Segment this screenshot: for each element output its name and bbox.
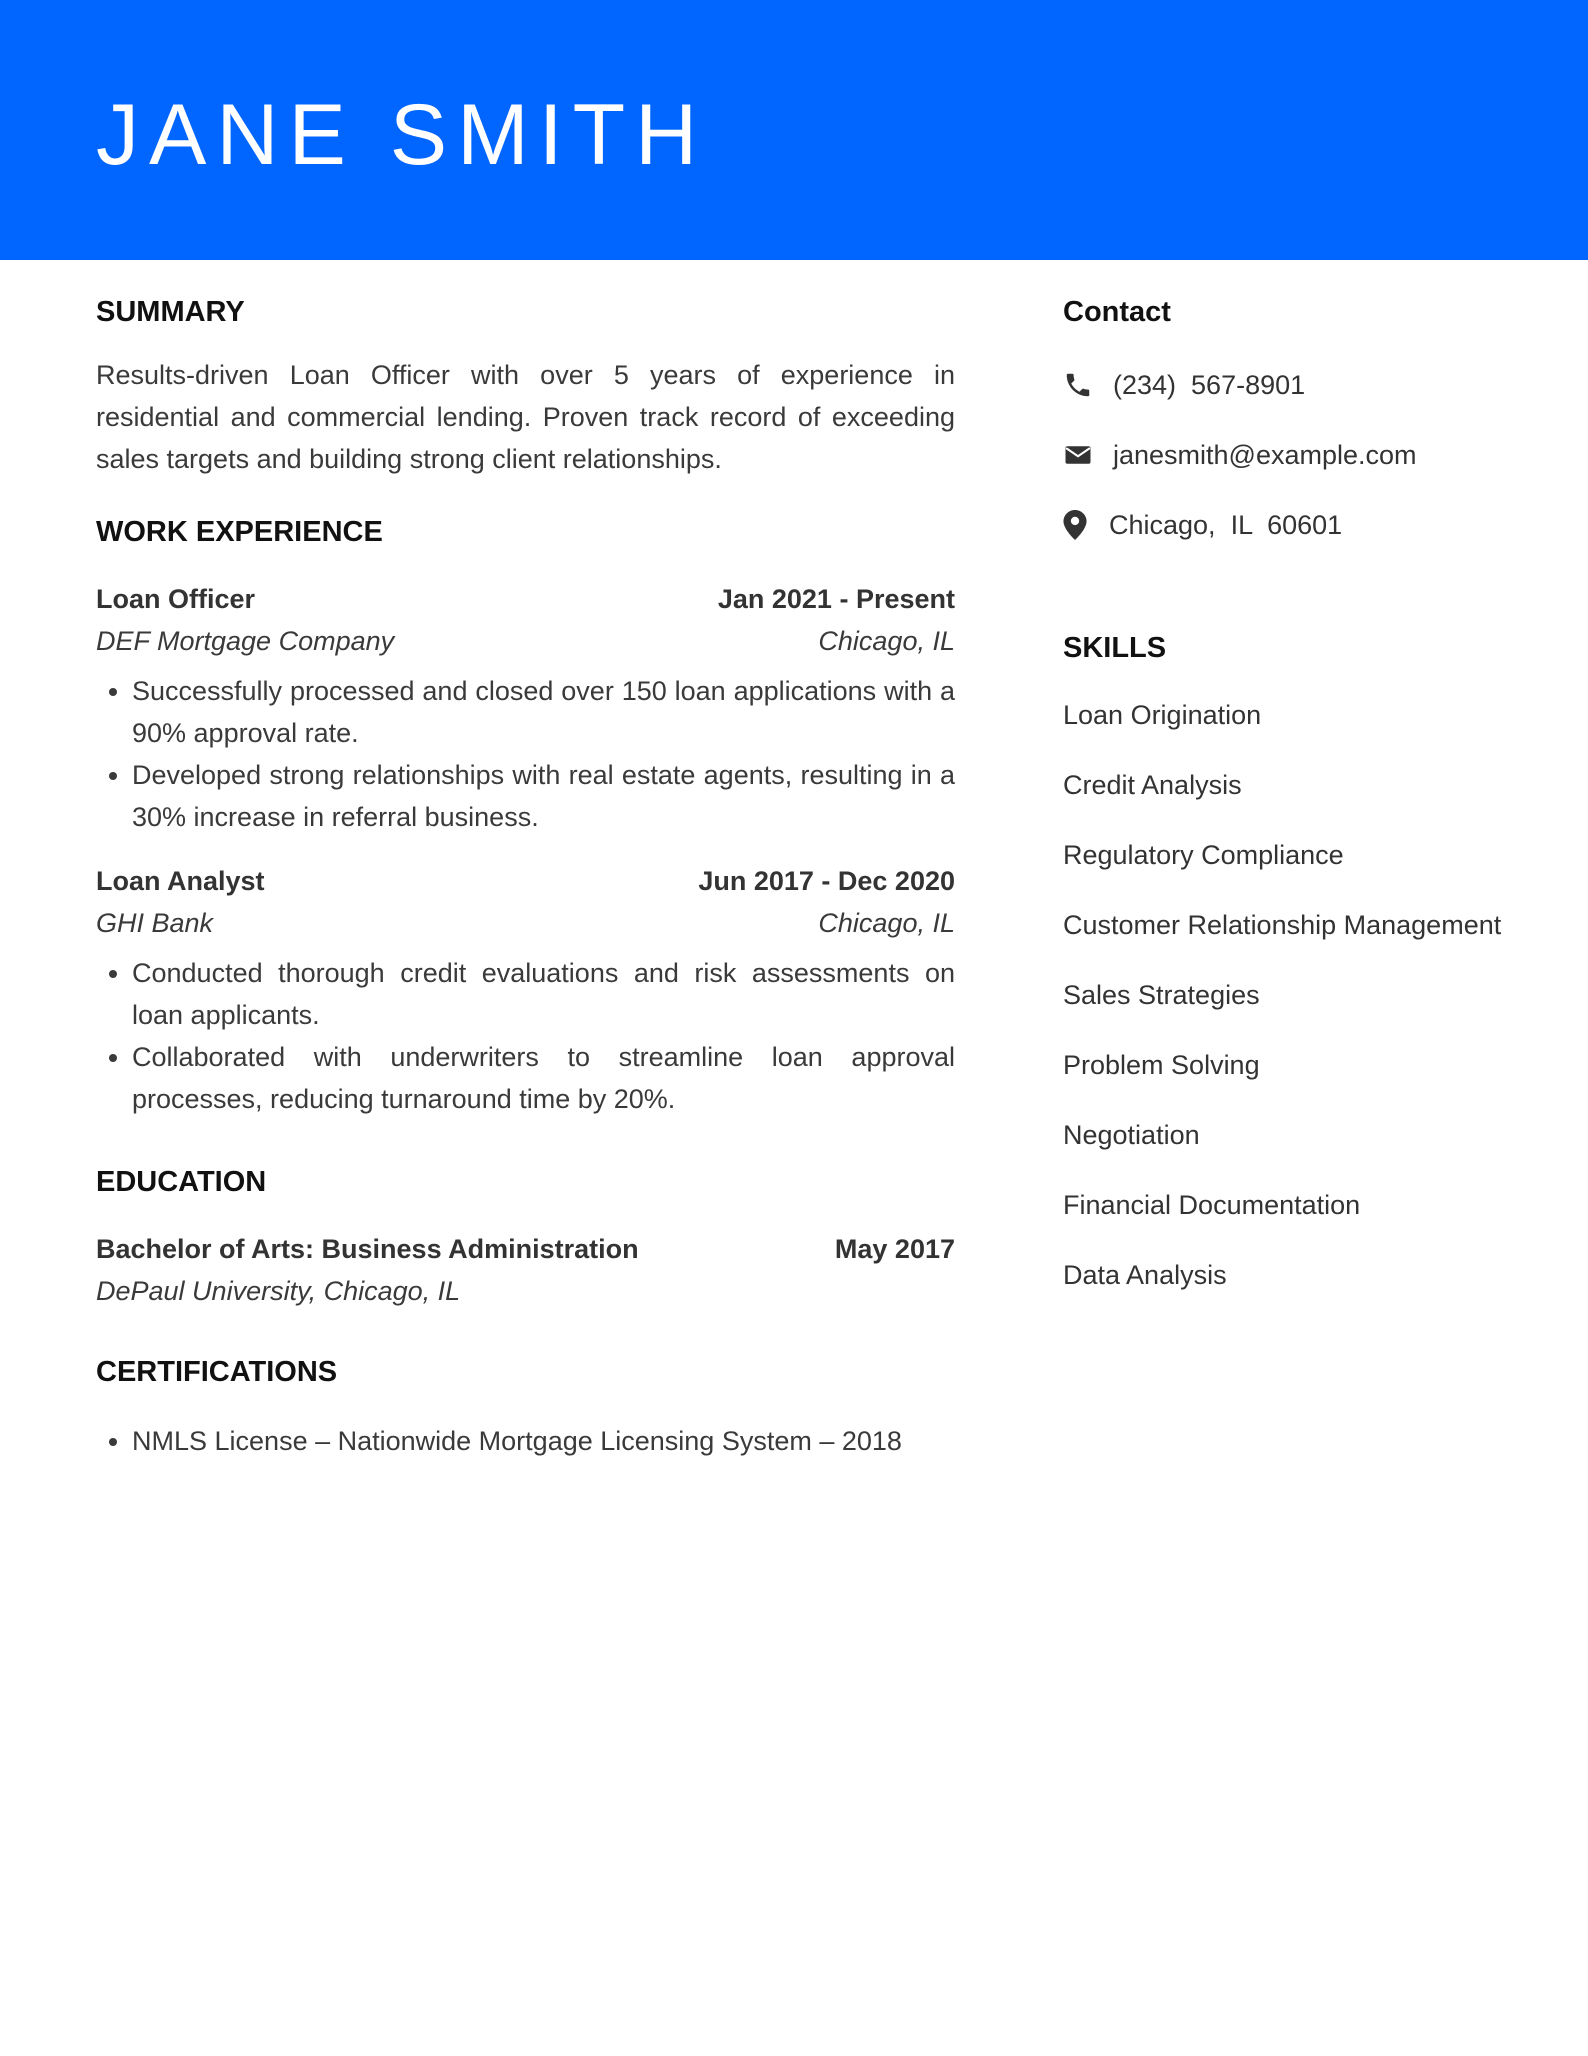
job-bullet: • Developed strong relationships with real estate agents, resulting in a 30% increase in referral business. [132, 754, 955, 838]
sidebar-column [1063, 290, 1503, 1324]
job-company: DEF Mortgage Company [96, 626, 395, 656]
header-banner [0, 0, 1588, 260]
phone-icon [1063, 370, 1093, 400]
degree: Bachelor of Arts: Business Administration [96, 1234, 639, 1264]
job-title: Loan Analyst [96, 866, 265, 896]
job-entry [96, 578, 955, 838]
skill-item: Customer Relationship Management [1063, 910, 1502, 940]
skill-item: Financial Documentation [1063, 1190, 1361, 1220]
contact-email [1063, 420, 1503, 490]
email-address: janesmith@example.com [1113, 439, 1417, 470]
education-entry [96, 1228, 955, 1312]
skill-item: Negotiation [1063, 1120, 1200, 1150]
job-location: Chicago, IL [818, 626, 955, 656]
job-company: GHI Bank [96, 908, 214, 938]
school: DePaul University, Chicago, IL [96, 1276, 461, 1306]
experience-title: WORK EXPERIENCE [96, 516, 383, 548]
job-bullet: • Successfully processed and closed over 150 loan applications with a 90% approval rate. [132, 670, 955, 754]
envelope-icon [1063, 440, 1093, 470]
phone-number: (234) 567-8901 [1113, 369, 1306, 400]
skills-list [1063, 694, 1503, 1296]
summary-text: Results-driven Loan Officer with over 5 years of experience in residential and commercial lending. Proven track record of exceeding sales targets and building strong client relationships. [96, 360, 955, 474]
graduation-date: May 2017 [834, 1234, 955, 1264]
contact-list [1063, 350, 1503, 560]
main-column [96, 290, 955, 1462]
certifications-list [96, 1420, 955, 1462]
job-entry [96, 860, 955, 1120]
contact-location [1063, 490, 1503, 560]
candidate-name: JANE SMITH [96, 87, 708, 183]
skill-item: Loan Origination [1063, 700, 1262, 730]
job-bullet: • Conducted thorough credit evaluations and risk assessments on loan applicants. [132, 952, 955, 1036]
skill-item: Data Analysis [1063, 1260, 1227, 1290]
job-bullets [96, 952, 955, 1120]
job-title: Loan Officer [96, 584, 256, 614]
job-location: Chicago, IL [818, 908, 955, 938]
job-bullets [96, 670, 955, 838]
job-dates: Jan 2021 - Present [717, 584, 955, 614]
certification-item: • NMLS License – Nationwide Mortgage Licensing System – 2018 [132, 1420, 955, 1462]
location-text: Chicago, IL 60601 [1109, 509, 1343, 540]
certifications-title: CERTIFICATIONS [96, 1356, 338, 1388]
skills-title: SKILLS [1063, 632, 1167, 664]
job-dates: Jun 2017 - Dec 2020 [698, 866, 955, 896]
contact-title: Contact [1063, 296, 1171, 328]
contact-phone [1063, 350, 1503, 420]
skill-item: Credit Analysis [1063, 770, 1242, 800]
skill-item: Sales Strategies [1063, 980, 1260, 1010]
job-bullet: • Collaborated with underwriters to streamline loan approval processes, reducing turnaround time by 20%. [132, 1036, 955, 1120]
skill-item: Regulatory Compliance [1063, 840, 1344, 870]
map-pin-icon [1063, 510, 1087, 540]
skill-item: Problem Solving [1063, 1050, 1260, 1080]
education-title: EDUCATION [96, 1166, 267, 1198]
summary-title: SUMMARY [96, 296, 245, 328]
